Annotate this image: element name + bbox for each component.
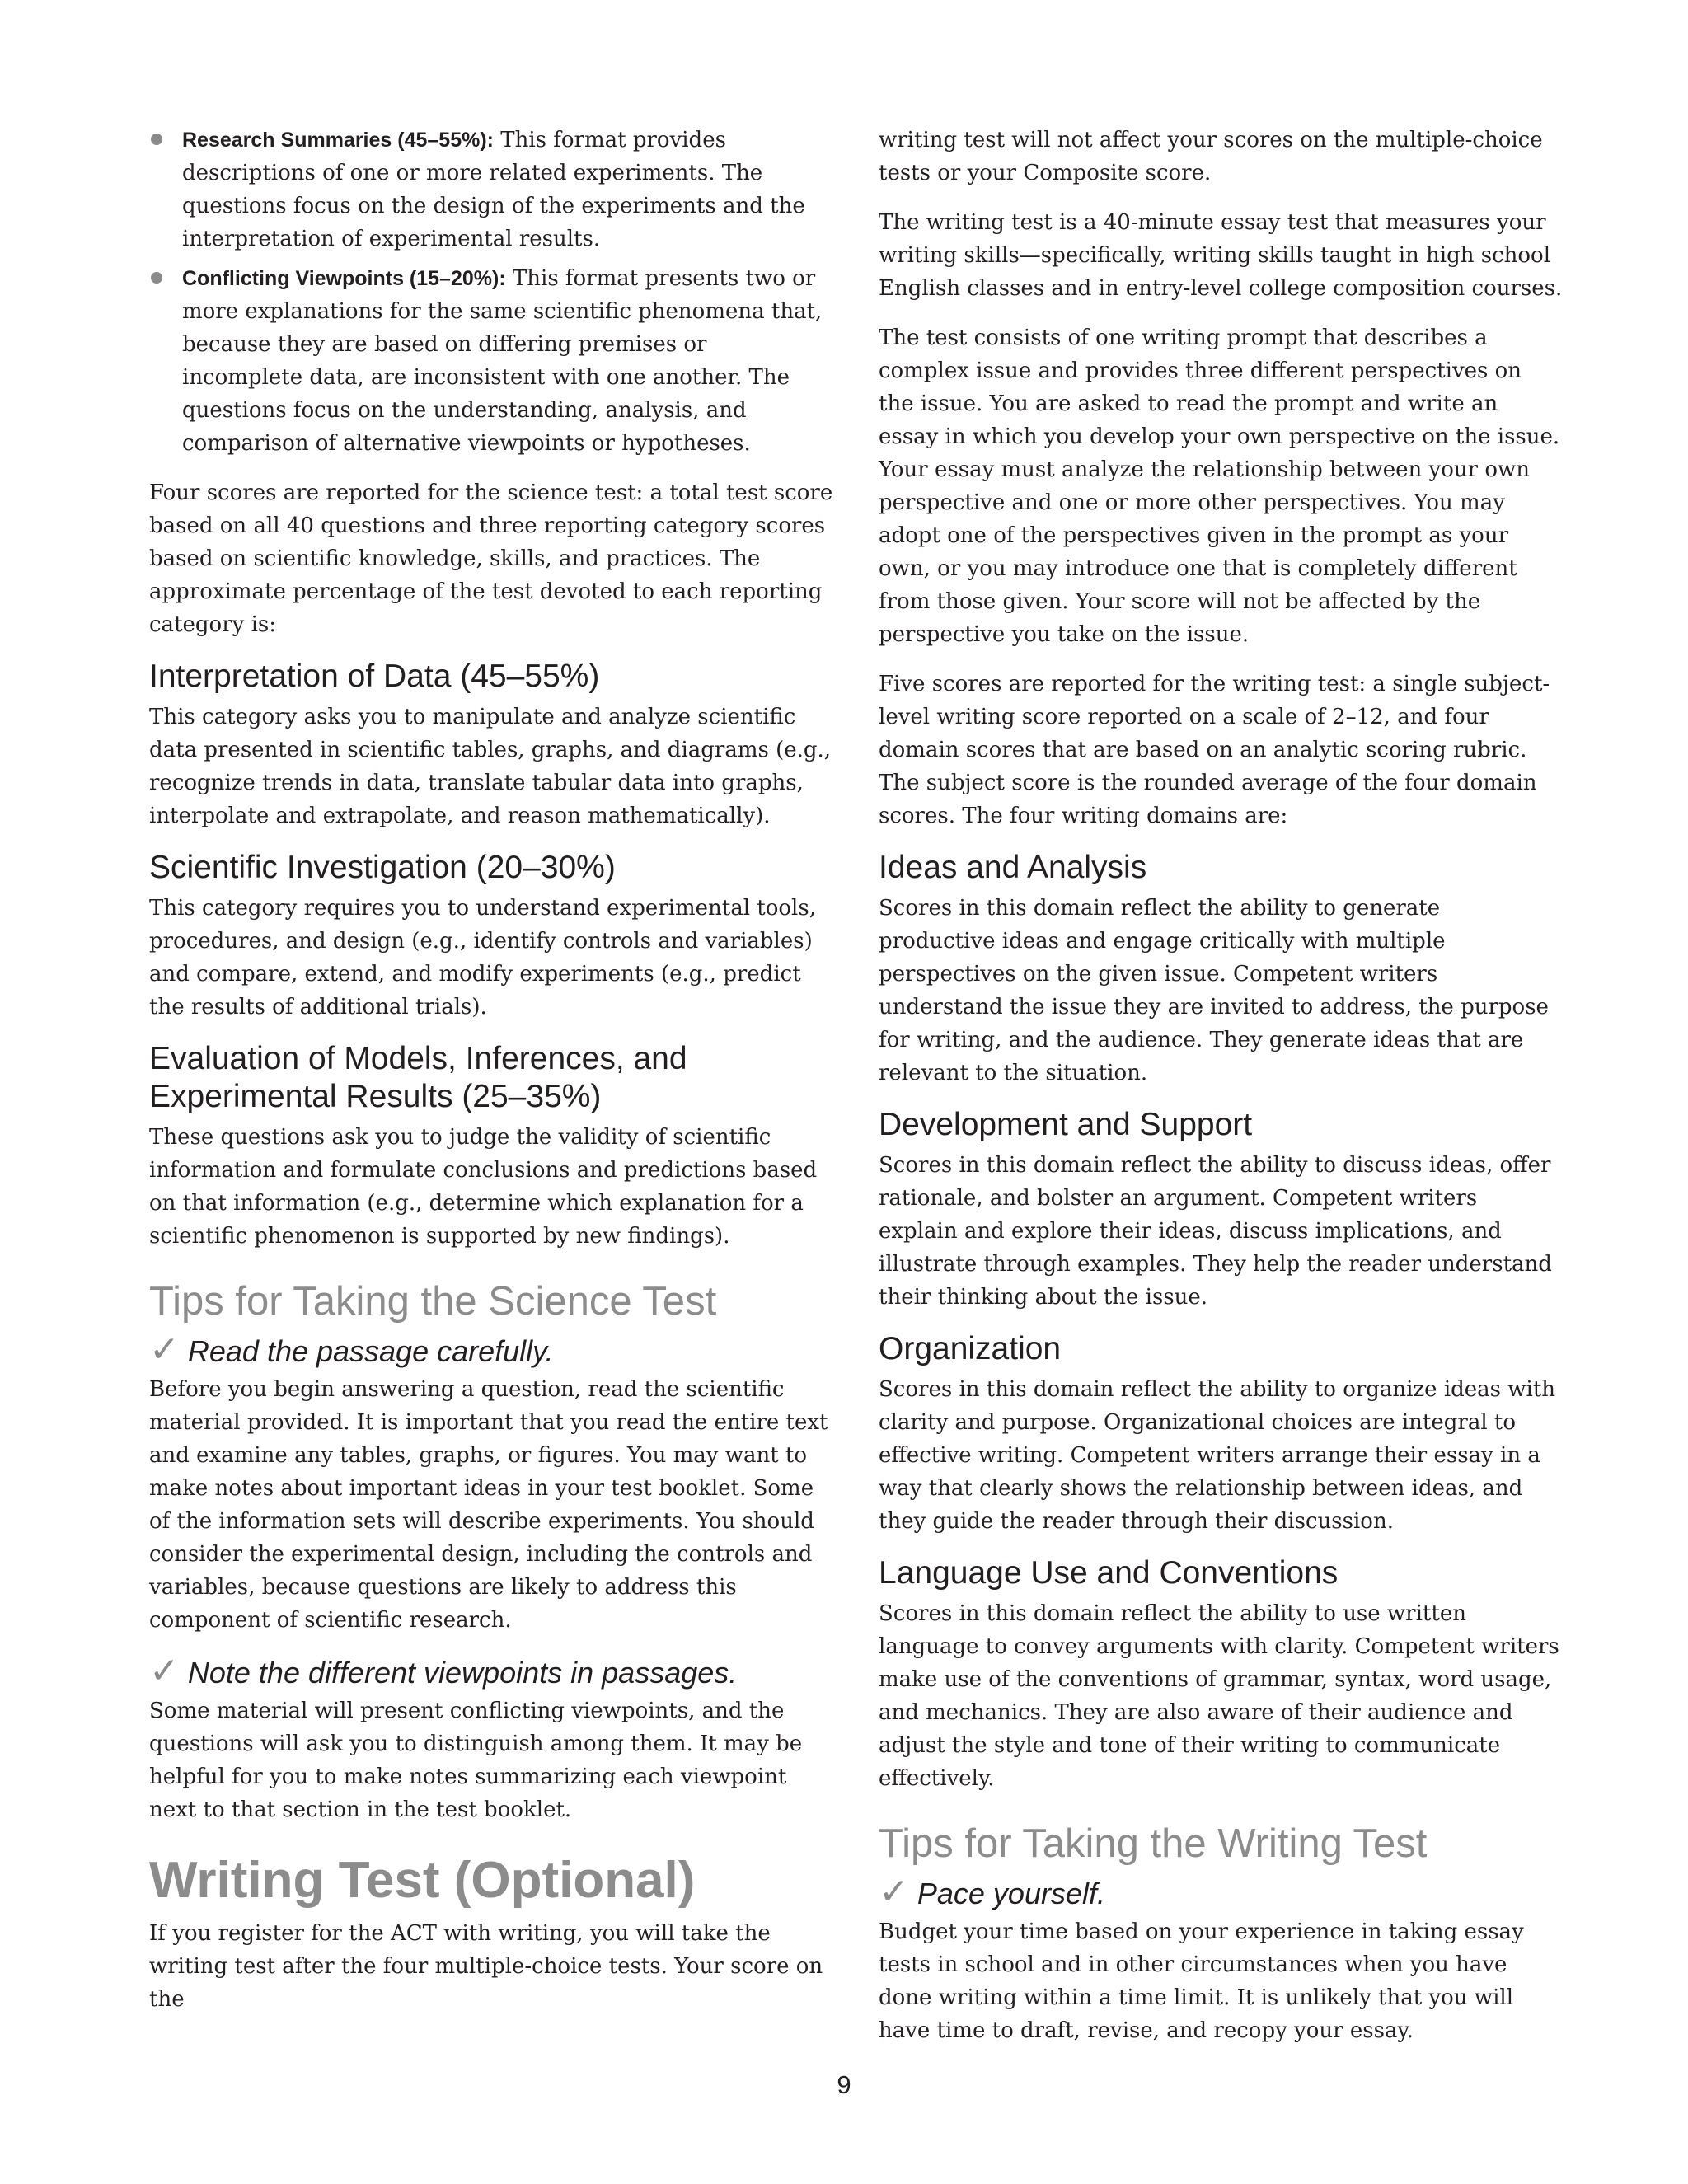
writing-scores-intro: Five scores are reported for the writing test: a single subject-level writing score reported on a scale of 2–12, and four domain scores that are based on an analytic scoring rubric. The subject score is the rounded average of the four domain scores. The four writing domains are:: [879, 672, 1550, 828]
category-heading: Interpretation of Data (45–55%): [149, 658, 600, 694]
list-item-text: This format presents two or more explanations for the same scientific phenomena that, because they are based on differing premises or incomplete data, are inconsistent with one another. The questions focus on the understanding, analysis, and comparison of alternative viewpoints or hypotheses.: [182, 266, 823, 456]
tip-text: Some material will present conflicting viewpoints, and the questions will ask you to distinguish among them. It may be helpful for you to make notes summarizing each viewpoint next to that section in the test booklet.: [149, 1699, 803, 1822]
list-item-lead: Conflicting Viewpoints (15–20%):: [182, 267, 506, 290]
category-heading: Scientific Investigation (20–30%): [149, 850, 616, 885]
domain-heading: Organization: [879, 1331, 1062, 1366]
domain-text: Scores in this domain reflect the ability to discuss ideas, offer rationale, and bolster an argument. Competent writers explain and explore their ideas, discuss implications, and illustrate through examples. They help the reader understand their thinking about the issue.: [879, 1153, 1552, 1310]
writing-prompt-description: The test consists of one writing prompt that describes a complex issue and provides three different perspectives on the issue. You are asked to read the prompt and write an essay in which you develop your own perspective on the issue. Your essay must analyze the relationship between your own perspective and one or more other perspectives. You may adopt one of the perspectives given in the prompt as your own, or you may introduce one that is completely different from those given. Your score will not be affected by the perspective you take on the issue.: [879, 326, 1560, 647]
domain-text: Scores in this domain reflect the ability to organize ideas with clarity and purpose. Organizational choices are integral to effective writing. Competent writers arrange their essay in a way that clearly shows the relationship between ideas, and they guide the reader through their discussion.: [879, 1377, 1556, 1534]
domain-heading: Ideas and Analysis: [879, 850, 1147, 885]
bullet-icon: [151, 134, 162, 145]
category-text: This category requires you to understand experimental tools, procedures, and design (e.g., identify controls and variables) and compare, extend, and modify experiments (e.g., predict the results of additional trials).: [149, 896, 816, 1019]
checkmark-icon: ✓: [149, 1329, 180, 1371]
writing-tips-heading: Tips for Taking the Writing Test: [879, 1821, 1428, 1866]
science-tips-heading: Tips for Taking the Science Test: [149, 1279, 717, 1324]
tip-heading: [879, 1871, 1563, 1913]
domain-text: Scores in this domain reflect the ability to generate productive ideas and engage critically with multiple perspectives on the given issue. Competent writers understand the issue they are invited to address, the purpose for writing, and the audience. They generate ideas that are relevant to the situation.: [879, 896, 1549, 1085]
tip-title: Note the different viewpoints in passages.: [187, 1656, 738, 1690]
tip-title: Pace yourself.: [917, 1877, 1105, 1910]
list-item-text: This format provides descriptions of one or more related experiments. The questions focus on the design of the experiments and the interpretation of experimental results.: [182, 128, 805, 251]
writing-description: The writing test is a 40-minute essay test that measures your writing skills—specifically, writing skills taught in high school English classes and in entry-level college composition courses.: [879, 210, 1563, 301]
left-column: [149, 124, 833, 2032]
writing-intro: If you register for the ACT with writing, you will take the writing test after the four multiple-choice tests. Your score on the: [149, 1921, 823, 2012]
list-item: [149, 124, 833, 255]
domain-heading: Development and Support: [879, 1107, 1253, 1142]
bullet-icon: [151, 272, 162, 284]
category-heading: Evaluation of Models, Inferences, and Experimental Results (25–35%): [149, 1041, 687, 1114]
tip-text: Budget your time based on your experience in taking essay tests in school and in other circumstances when you have done writing within a time limit. It is unlikely that you will have time to draft, revise, and recopy your essay.: [879, 1919, 1524, 2043]
list-item: [149, 262, 833, 460]
checkmark-icon: ✓: [879, 1871, 909, 1913]
domain-heading: Language Use and Conventions: [879, 1555, 1339, 1591]
tip-heading: [149, 1650, 833, 1692]
writing-test-heading: Writing Test (Optional): [149, 1852, 696, 1909]
domain-text: Scores in this domain reflect the ability to use written language to convey arguments with clarity. Competent writers make use of the conventions of grammar, syntax, word usage, and mechanics. They are also aware of their audience and adjust the style and tone of their writing to communicate effectively.: [879, 1601, 1559, 1791]
tip-title: Read the passage carefully.: [187, 1334, 554, 1368]
passage-format-list: [149, 124, 833, 460]
category-text: This category asks you to manipulate and analyze scientific data presented in scientific tables, graphs, and diagrams (e.g., recognize trends in data, translate tabular data into graphs, interpolate and extrapolate, and reason mathematically).: [149, 705, 832, 828]
list-item-lead: Research Summaries (45–55%):: [182, 129, 494, 152]
category-text: These questions ask you to judge the validity of scientific information and formulate conclusions and predictions based on that information (e.g., determine which explanation for a scientific phenomenon is supported by new findings).: [149, 1125, 818, 1249]
page-number: 9: [837, 2070, 851, 2099]
right-column: [879, 124, 1563, 2064]
writing-continuation: writing test will not affect your scores on the multiple-choice tests or your Composite score.: [879, 128, 1543, 185]
tip-heading: [149, 1329, 833, 1371]
tip-text: Before you begin answering a question, read the scientific material provided. It is important that you read the entire text and examine any tables, graphs, or figures. You may want to make notes about important ideas in your test booklet. Some of the information sets will describe experiments. You should consider the experimental design, including the controls and variables, because questions are likely to address this component of scientific research.: [149, 1377, 828, 1633]
science-scores-intro: Four scores are reported for the science test: a total test score based on all 40 questions and three reporting category scores based on scientific knowledge, skills, and practices. The approximate percentage of the test devoted to each reporting category is:: [149, 480, 833, 637]
checkmark-icon: ✓: [149, 1650, 180, 1692]
